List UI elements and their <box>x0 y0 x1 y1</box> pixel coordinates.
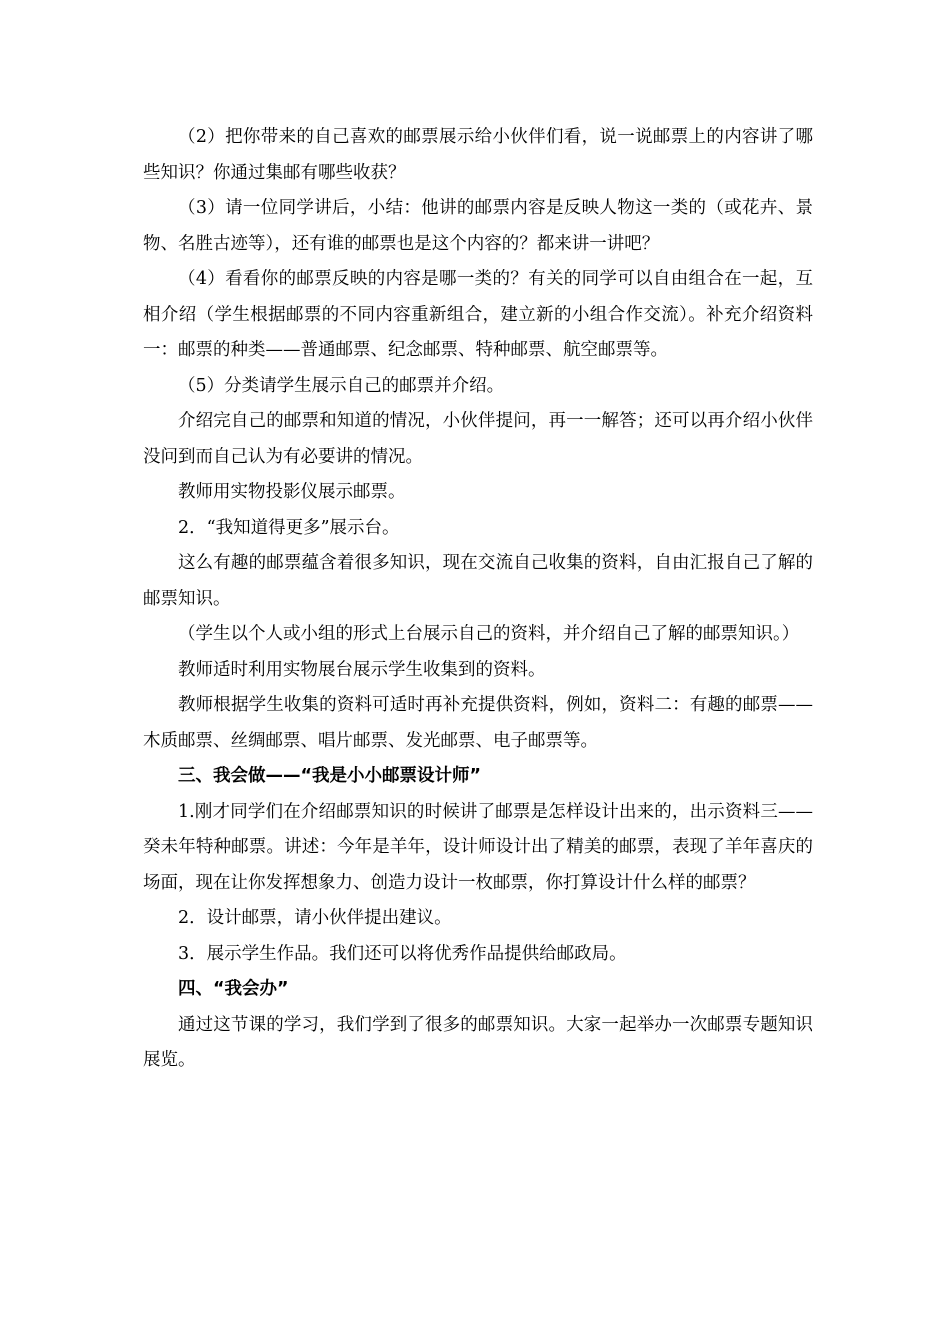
paragraph: 教师根据学生收集的资料可适时再补充提供资料，例如，资料二：有趣的邮票——木质邮票、丝绸邮票、唱片邮票、发光邮票、电子邮票等。 <box>143 695 813 751</box>
paragraph: 教师适时利用实物展台展示学生收集到的资料。 <box>178 659 546 680</box>
paragraph: 介绍完自己的邮票和知道的情况，小伙伴提问，再一一解答；还可以再介绍小伙伴没问到而自己认为有必要讲的情况。 <box>143 411 813 467</box>
paragraph: （学生以个人或小组的形式上台展示自己的资料，并介绍自己了解的邮票知识。） <box>178 624 800 644</box>
paragraph: 2．“我知道得更多”展示台。 <box>178 517 400 538</box>
document-body <box>143 120 813 1079</box>
section-heading: 四、“我会办” <box>178 979 289 999</box>
paragraph: （4）看看你的邮票反映的内容是哪一类的？有关的同学可以自由组合在一起，互相介绍（学生根据邮票的不同内容重新组合，建立新的小组合作交流）。补充介绍资料一：邮票的种类——普通邮票、纪念邮票、特种邮票、航空邮票等。 <box>143 269 813 360</box>
paragraph: 通过这节课的学习，我们学到了很多的邮票知识。大家一起举办一次邮票专题知识展览。 <box>143 1014 813 1070</box>
paragraph: （5）分类请学生展示自己的邮票并介绍。 <box>178 375 505 396</box>
paragraph: 2．设计邮票，请小伙伴提出建议。 <box>178 908 452 928</box>
paragraph: 这么有趣的邮票蕴含着很多知识，现在交流自己收集的资料，自由汇报自己了解的邮票知识。 <box>143 553 813 609</box>
paragraph: 教师用实物投影仪展示邮票。 <box>178 482 406 502</box>
section-heading: 三、我会做——“我是小小邮票设计师” <box>178 766 482 786</box>
paragraph: （2）把你带来的自己喜欢的邮票展示给小伙伴们看，说一说邮票上的内容讲了哪些知识？你通过集邮有哪些收获？ <box>143 127 813 183</box>
paragraph: 1.刚才同学们在介绍邮票知识的时候讲了邮票是怎样设计出来的，出示资料三——癸未年特种邮票。讲述：今年是羊年，设计师设计出了精美的邮票，表现了羊年喜庆的场面，现在让你发挥想象力、创造力设计一枚邮票，你打算设计什么样的邮票？ <box>143 801 813 893</box>
paragraph: （3）请一位同学讲后，小结：他讲的邮票内容是反映人物这一类的（或花卉、景物、名胜古迹等），还有谁的邮票也是这个内容的？都来讲一讲吧？ <box>143 198 813 254</box>
paragraph: 3．展示学生作品。我们还可以将优秀作品提供给邮政局。 <box>178 943 627 964</box>
